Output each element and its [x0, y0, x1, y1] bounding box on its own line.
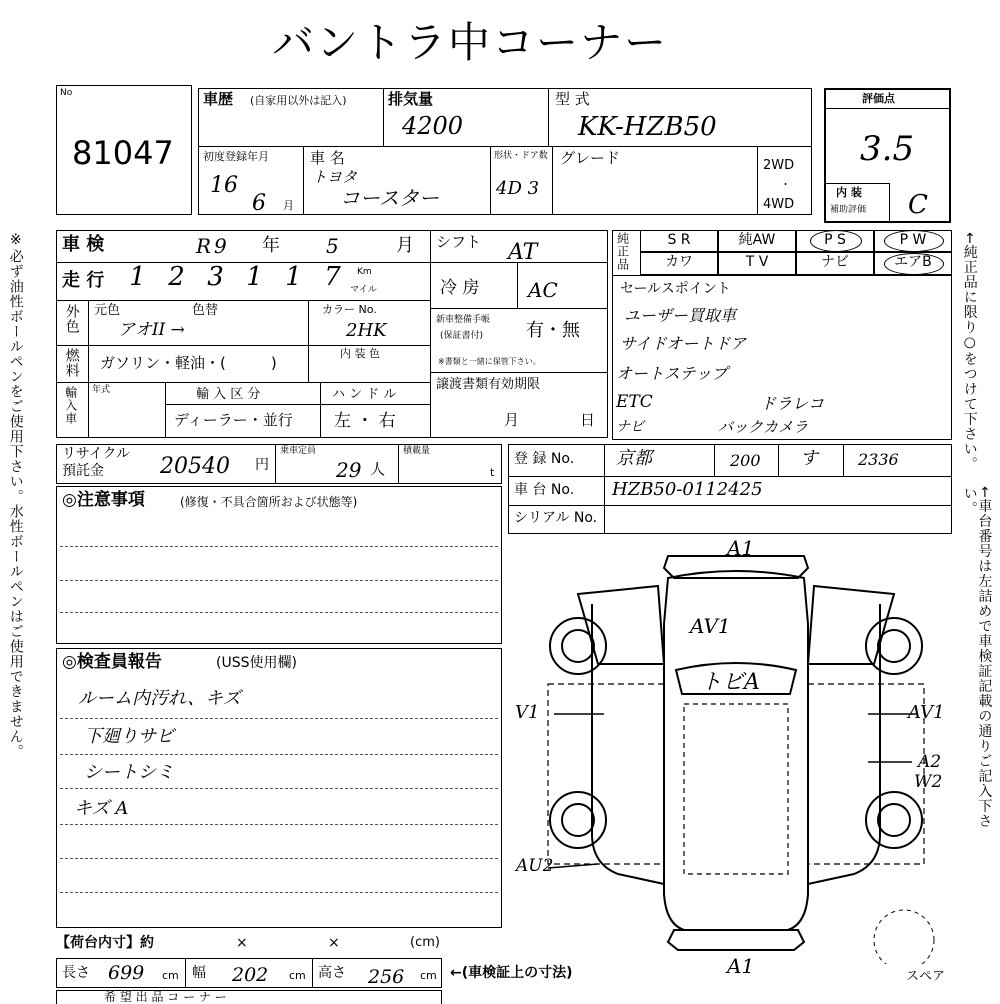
- genuine-item-tv[interactable]: T V: [718, 252, 796, 275]
- score-value: 3.5: [860, 129, 915, 169]
- damage-mark: A1: [727, 954, 755, 978]
- displacement-value: 4200: [402, 112, 464, 140]
- inspection-month: 5: [326, 234, 339, 258]
- capacity-value: 29: [336, 458, 362, 482]
- damage-mark: W2: [914, 772, 943, 792]
- drive-dot: ・: [780, 178, 791, 191]
- sales-point-line: オートステップ: [616, 364, 728, 383]
- transfer-label: 譲渡書類有効期限: [436, 377, 541, 392]
- displacement-label: 排気量: [388, 90, 434, 108]
- fuel-label: 燃料: [63, 348, 80, 378]
- damage-mark: A2: [918, 752, 942, 772]
- capacity-unit: 人: [370, 460, 386, 478]
- genuine-item-aw[interactable]: 純AW: [718, 230, 796, 252]
- spare-label: スペア: [906, 969, 946, 984]
- sales-point-line: サイドオートドア: [620, 334, 746, 353]
- bottom-corner-label: 希 望 出 品 コ ー ナ ー: [104, 990, 227, 1004]
- orig-color-label: 元色: [94, 303, 121, 318]
- import-class-label: 輸 入 区 分: [196, 387, 261, 402]
- sales-point-line: ドラレコ: [760, 394, 825, 413]
- damage-mark: トビA: [700, 670, 760, 695]
- lot-no-label: No: [60, 88, 73, 98]
- first-reg-year: 16: [210, 173, 238, 198]
- dims-length-label: 長さ: [62, 965, 90, 981]
- score-label: 評価点: [862, 92, 895, 105]
- first-reg-label: 初度登録年月: [203, 150, 269, 163]
- genuine-item-ps[interactable]: P S: [796, 230, 874, 252]
- registration-label: 登 録 No.: [514, 451, 575, 467]
- mileage-digit: 1: [285, 262, 302, 292]
- dims-width-cm: cm: [289, 969, 306, 982]
- inspector-label: ◎検査員報告: [62, 652, 162, 672]
- color-code-value: 2HK: [346, 320, 387, 341]
- inspector-line: 下廻りサビ: [84, 726, 174, 747]
- load-label: 積載量: [403, 446, 431, 456]
- import-class-value[interactable]: ディーラー・並行: [174, 411, 293, 429]
- chassis-label: 車 台 No.: [514, 482, 575, 498]
- side-note-right-1: ←純正品に限り○をつけて下さい。: [961, 232, 978, 472]
- mileage-label: 走 行: [62, 270, 105, 291]
- ac-value: AC: [528, 278, 558, 302]
- dims-height-cm: cm: [420, 969, 437, 982]
- side-note-left: ※必ず油性ボールペンをご使用下さい。水性ボールペンはご使用できません。: [7, 232, 24, 759]
- recycle-value: 20540: [160, 454, 230, 479]
- interior-color-label: 内 装 色: [340, 347, 380, 360]
- sales-point-line: ユーザー買取車: [624, 306, 737, 325]
- mileage-digit: 3: [207, 262, 224, 292]
- damage-mark: AV1: [908, 702, 945, 723]
- damage-mark: V1: [515, 702, 540, 723]
- cargo-x-1: ×: [236, 935, 248, 951]
- mileage-digit: 2: [168, 262, 185, 292]
- cargo-x-2: ×: [328, 935, 340, 951]
- vehicle-diagram: [508, 534, 952, 964]
- new-guarantee-value[interactable]: 有・無: [526, 320, 580, 341]
- mileage-digits: [118, 264, 352, 298]
- shape-label: 形状・ドア数: [494, 151, 548, 161]
- handle-value[interactable]: 左 ・ 右: [334, 411, 396, 431]
- genuine-label: 純正品: [615, 232, 630, 271]
- damage-mark: A1: [727, 536, 755, 560]
- damage-mark: AU2: [516, 856, 554, 876]
- sales-point-line: バックカメラ: [718, 418, 809, 436]
- inspection-m: 月: [396, 235, 414, 256]
- genuine-item-airbag[interactable]: エアB: [874, 252, 952, 275]
- color-code-label: カラー No.: [322, 303, 377, 316]
- fuel-value: ガソリン・軽油・( ): [100, 354, 277, 372]
- model-value: KK-HZB50: [578, 112, 717, 142]
- genuine-item-navi[interactable]: ナビ: [796, 252, 874, 275]
- shape-value: 4D 3: [496, 178, 540, 199]
- recycle-label: リサイクル: [62, 446, 131, 462]
- mileage-digit: 7: [324, 262, 341, 292]
- circle-pw: [884, 230, 944, 252]
- registration-region: 京都: [616, 448, 652, 469]
- mileage-digit: 1: [246, 262, 263, 292]
- sales-point-label: セールスポイント: [620, 281, 731, 297]
- drive-4wd[interactable]: 4WD: [763, 197, 795, 212]
- sales-point-line: ナビ: [616, 419, 644, 435]
- history-label: 車歴: [203, 90, 234, 108]
- dims-height: 256: [368, 966, 405, 988]
- mileage-mile: マイル: [350, 285, 377, 295]
- inspection-era: R: [196, 234, 212, 258]
- recycle-deposit-label: 預託金: [62, 463, 104, 479]
- first-reg-unit: 月: [283, 199, 294, 212]
- dims-length-cm: cm: [162, 969, 179, 982]
- first-reg-month: 6: [252, 191, 266, 216]
- inspection-year: 9: [214, 234, 227, 258]
- ac-label: 冷 房: [440, 278, 480, 298]
- inspection-y: 年: [262, 235, 280, 256]
- new-guarantee-sub: (保証書付): [440, 331, 484, 341]
- car-name: コースター: [340, 186, 439, 210]
- dims-width: 202: [232, 964, 269, 986]
- import-label: 輸入車: [63, 386, 78, 425]
- registration-number: 2336: [858, 450, 899, 469]
- page-title: バントラ中コーナー: [272, 18, 669, 67]
- new-guarantee-note: ※書類と一緒に保管下さい。: [438, 357, 541, 366]
- mileage-km: Km: [357, 267, 372, 277]
- side-note-right-2: ←車台番号は左詰めで車検証記載の通りご記入下さい。: [961, 486, 993, 829]
- damage-mark: AV1: [690, 614, 731, 638]
- circle-airbag: [884, 253, 944, 275]
- caution-note: (修復・不具合箇所および状態等): [180, 495, 358, 509]
- inspection-label: 車 検: [62, 234, 105, 255]
- cargo-unit: (cm): [410, 935, 440, 950]
- inspector-line: キズ A: [74, 798, 129, 819]
- genuine-item-kawa[interactable]: カワ: [640, 252, 718, 275]
- aux-label: 補助評価: [830, 205, 867, 215]
- registration-kana: す: [800, 448, 818, 469]
- grade-label: グレード: [560, 149, 621, 167]
- outer-color-value: アオII →: [118, 320, 185, 340]
- inspector-note: (USS使用欄): [216, 655, 297, 671]
- outer-color-label: 外色: [63, 304, 80, 334]
- car-name-label: 車 名: [310, 149, 345, 167]
- registration-class: 200: [730, 451, 761, 470]
- transfer-month: 月: [504, 411, 520, 429]
- serial-label: シリアル No.: [514, 510, 598, 526]
- shift-label: シフト: [436, 233, 482, 251]
- cargo-label: 【荷台内寸】約: [56, 935, 154, 951]
- history-note: (自家用以外は記入): [250, 94, 347, 107]
- genuine-item-sr[interactable]: S R: [640, 230, 718, 252]
- model-label: 型 式: [555, 90, 590, 108]
- circle-ps: [810, 230, 862, 252]
- capacity-label: 乗車定員: [280, 446, 317, 456]
- dims-width-label: 幅: [192, 965, 206, 981]
- handle-label: ハ ン ド ル: [332, 387, 397, 402]
- dims-length: 699: [108, 962, 145, 984]
- car-maker: トヨタ: [312, 168, 358, 186]
- inspector-line: シートシミ: [84, 762, 174, 783]
- change-color-label: 色替: [192, 303, 219, 318]
- shift-value: AT: [508, 240, 538, 265]
- dims-height-label: 高さ: [318, 965, 346, 981]
- load-unit: t: [490, 466, 495, 479]
- import-year-label: 年式: [92, 385, 111, 395]
- transfer-day: 日: [580, 411, 596, 429]
- dims-note: ←(車検証上の寸法): [450, 965, 573, 981]
- sales-point-line: ETC: [616, 392, 653, 412]
- lot-number: 81047: [72, 134, 174, 172]
- inspector-line: ルーム内汚れ、キズ: [78, 688, 241, 709]
- chassis-value: HZB50-0112425: [612, 479, 763, 500]
- interior-score: C: [908, 190, 928, 220]
- recycle-unit: 円: [255, 457, 269, 473]
- new-guarantee-label: 新車整備手帳: [436, 315, 491, 325]
- caution-label: ◎注意事項: [62, 490, 145, 510]
- genuine-item-pw[interactable]: P W: [874, 230, 952, 252]
- mileage-digit: 1: [129, 262, 146, 292]
- interior-label: 内 装: [836, 186, 862, 199]
- drive-2wd[interactable]: 2WD: [763, 158, 795, 173]
